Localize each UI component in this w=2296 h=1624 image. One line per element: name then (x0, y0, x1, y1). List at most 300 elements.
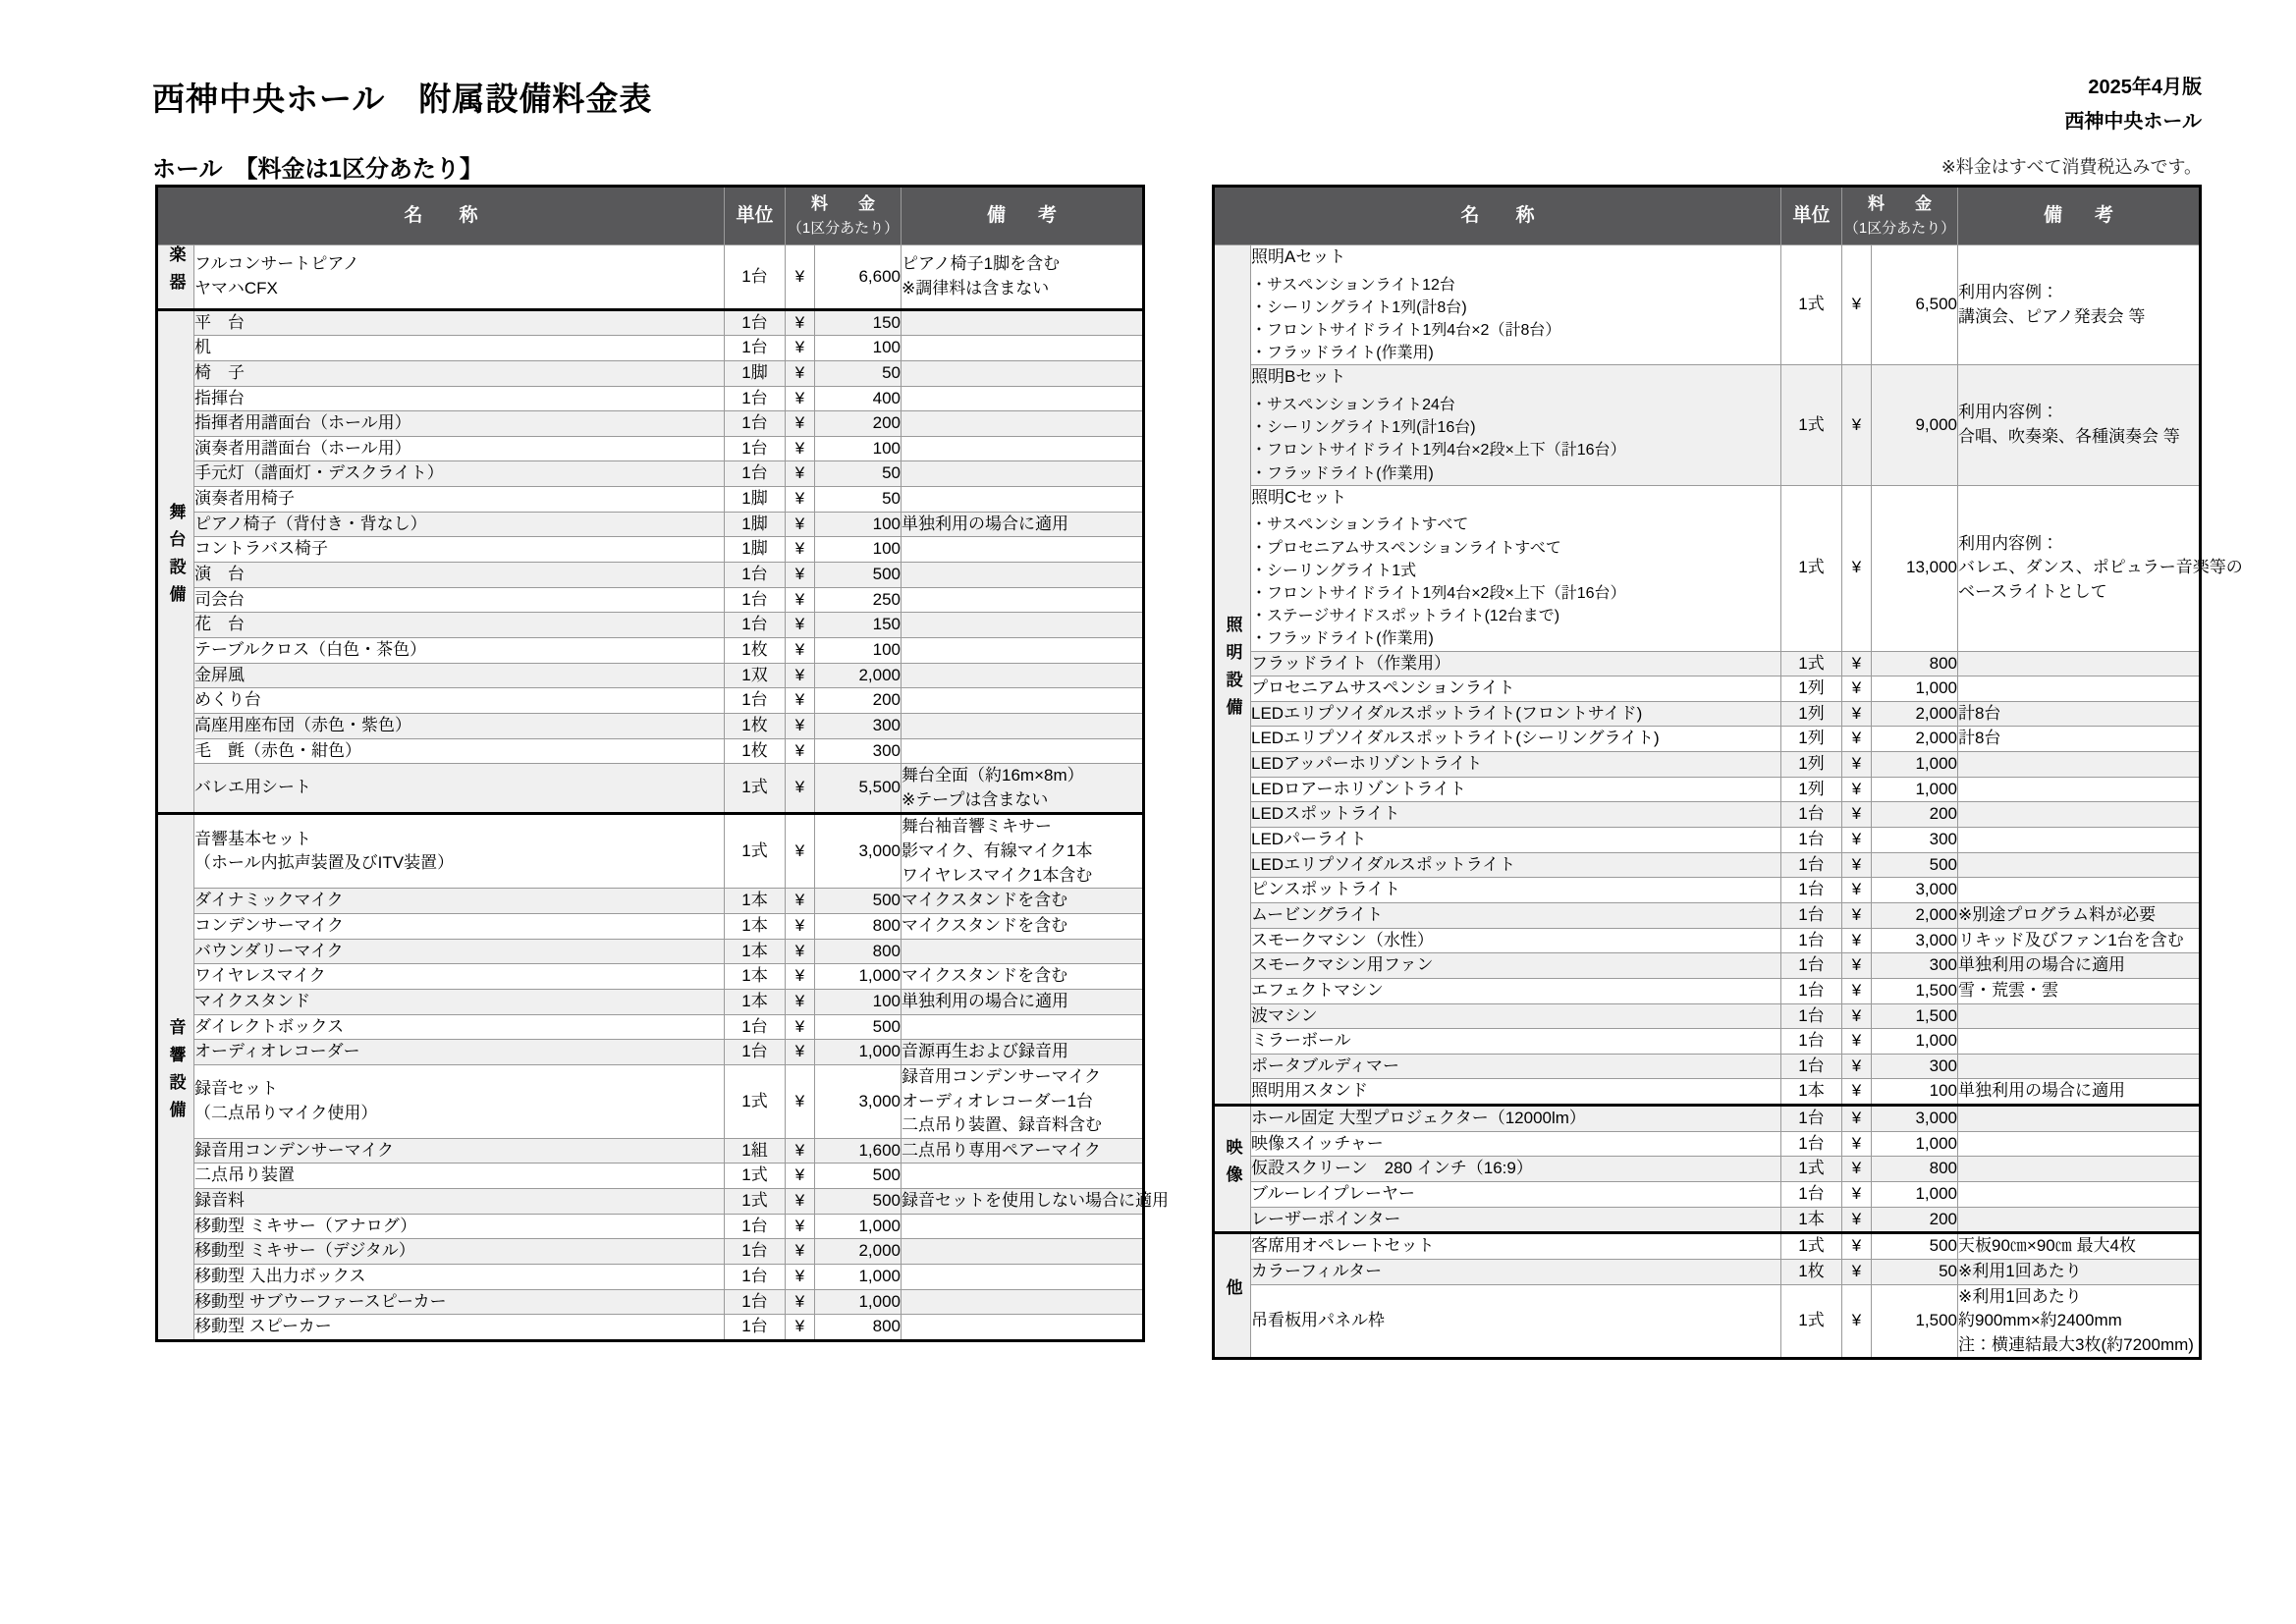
item-fee: 1,000 (1872, 677, 1958, 702)
item-unit: 1本 (1781, 1079, 1842, 1106)
item-note: 舞台全面（約16m×8m） ※テープは含まない (902, 764, 1144, 814)
table-row (157, 1214, 1144, 1239)
item-name: LEDエリプソイダルスポットライト(シーリングライト) (1251, 727, 1781, 752)
item-name: 机 (194, 336, 725, 361)
yen-symbol: ¥ (786, 587, 815, 613)
item-fee: 200 (815, 411, 902, 437)
table-row (1214, 828, 2201, 853)
item-note: ※別途プログラム料が必要 (1958, 902, 2201, 928)
yen-symbol: ¥ (1842, 651, 1872, 677)
item-note (1958, 1131, 2201, 1157)
yen-symbol: ¥ (1842, 485, 1872, 651)
yen-symbol: ¥ (1842, 1131, 1872, 1157)
item-fee: 100 (815, 512, 902, 537)
yen-symbol: ¥ (786, 1064, 815, 1138)
table-row (1214, 852, 2201, 878)
yen-symbol: ¥ (1842, 828, 1872, 853)
yen-symbol: ¥ (786, 360, 815, 386)
table-row (157, 537, 1144, 563)
item-fee: 1,500 (1872, 978, 1958, 1003)
item-note: ※利用1回あたり 約900mm×約2400mm 注：横連結最大3枚(約7200mm) (1958, 1284, 2201, 1359)
col-header-fee-main: 料 金 (811, 194, 883, 214)
table-row (157, 688, 1144, 714)
item-unit: 1台 (725, 563, 786, 588)
item-unit: 1式 (1781, 1233, 1842, 1260)
left-price-table (155, 185, 1170, 1342)
item-note (902, 360, 1144, 386)
item-unit: 1台 (1781, 1029, 1842, 1055)
item-unit: 1式 (725, 1064, 786, 1138)
item-unit: 1枚 (725, 637, 786, 663)
yen-symbol: ¥ (1842, 1106, 1872, 1132)
item-unit: 1本 (725, 989, 786, 1014)
item-name: 移動型 ミキサー（デジタル） (194, 1239, 725, 1265)
table-row (157, 487, 1144, 513)
item-fee: 150 (815, 613, 902, 638)
table-row (157, 1064, 1144, 1138)
yen-symbol: ¥ (786, 1189, 815, 1215)
item-fee: 500 (815, 1014, 902, 1040)
item-unit: 1脚 (725, 487, 786, 513)
item-fee: 500 (815, 563, 902, 588)
item-fee: 3,000 (1872, 878, 1958, 903)
item-fee: 50 (1872, 1259, 1958, 1284)
item-note (902, 1014, 1144, 1040)
item-unit: 1台 (1781, 1182, 1842, 1208)
table-row (1214, 777, 2201, 802)
item-unit: 1脚 (725, 360, 786, 386)
yen-symbol: ¥ (1842, 1233, 1872, 1260)
item-name: 指揮者用譜面台（ホール用） (194, 411, 725, 437)
yen-symbol: ¥ (786, 939, 815, 964)
item-unit: 1列 (1781, 677, 1842, 702)
table-row (1214, 1259, 2201, 1284)
item-note: 音源再生および録音用 (902, 1040, 1144, 1065)
yen-symbol: ¥ (786, 814, 815, 889)
item-unit: 1双 (725, 663, 786, 688)
table-row (1214, 978, 2201, 1003)
yen-symbol: ¥ (1842, 245, 1872, 365)
item-unit: 1式 (1781, 485, 1842, 651)
item-name: 照明用スタンド (1251, 1079, 1781, 1106)
item-fee: 300 (815, 713, 902, 738)
item-note (902, 537, 1144, 563)
left-table-wrapper (155, 185, 1170, 1342)
item-fee: 2,000 (1872, 701, 1958, 727)
table-row (157, 964, 1144, 990)
table-row (157, 1138, 1144, 1164)
item-fee: 6,600 (815, 245, 902, 310)
col-header-fee-main: 料 金 (1868, 194, 1940, 214)
item-fee: 200 (1872, 1207, 1958, 1233)
table-row (1214, 1106, 2201, 1132)
item-name: 照明Cセット ・サスペンションライトすべて ・プロセニアムサスペンションライトすべて ・シーリングライト1式 ・フロントサイドライト1列4台×2段×上下（計16台） ・ステージサイドスポットライト(12台まで) ・フラッドライト(作業用) (1251, 485, 1781, 651)
item-fee: 1,500 (1872, 1284, 1958, 1359)
item-fee: 3,000 (1872, 928, 1958, 953)
item-unit: 1台 (725, 336, 786, 361)
yen-symbol: ¥ (786, 411, 815, 437)
table-row (1214, 1131, 2201, 1157)
item-note (902, 738, 1144, 764)
table-row (157, 563, 1144, 588)
item-note: マイクスタンドを含む (902, 964, 1144, 990)
item-unit: 1式 (1781, 1284, 1842, 1359)
table-row (157, 336, 1144, 361)
item-fee: 50 (815, 487, 902, 513)
item-name: ダイナミックマイク (194, 889, 725, 914)
table-row (157, 939, 1144, 964)
category-label: 照明設備 (1214, 245, 1251, 1106)
item-note (902, 309, 1144, 336)
item-fee: 100 (1872, 1079, 1958, 1106)
col-header-unit: 単位 (1781, 187, 1842, 245)
item-note: 利用内容例： バレエ、ダンス、ポピュラー音楽等の ベースライトとして (1958, 485, 2201, 651)
category-label: 映像 (1214, 1106, 1251, 1233)
item-note: 単独利用の場合に適用 (1958, 1079, 2201, 1106)
yen-symbol: ¥ (1842, 852, 1872, 878)
col-header-fee-sub: （1区分あたり） (787, 219, 900, 237)
item-unit: 1式 (1781, 245, 1842, 365)
item-unit: 1本 (725, 914, 786, 940)
yen-symbol: ¥ (1842, 1157, 1872, 1182)
item-name: スモークマシン（水性） (1251, 928, 1781, 953)
item-fee: 2,000 (815, 1239, 902, 1265)
item-name: 録音料 (194, 1189, 725, 1215)
item-note (902, 1264, 1144, 1289)
yen-symbol: ¥ (786, 1214, 815, 1239)
yen-symbol: ¥ (786, 1239, 815, 1265)
item-name: 移動型 サブウーファースピーカー (194, 1289, 725, 1315)
item-name: スモークマシン用ファン (1251, 953, 1781, 979)
table-row (157, 814, 1144, 889)
item-note (1958, 1106, 2201, 1132)
item-unit: 1台 (1781, 953, 1842, 979)
table-row (1214, 752, 2201, 778)
table-row (1214, 1003, 2201, 1029)
table-row (157, 1289, 1144, 1315)
item-fee: 800 (1872, 651, 1958, 677)
category-label: 舞台設備 (157, 309, 194, 814)
item-unit: 1本 (725, 889, 786, 914)
yen-symbol: ¥ (1842, 1029, 1872, 1055)
item-fee: 1,000 (815, 1214, 902, 1239)
item-unit: 1台 (725, 1214, 786, 1239)
table-row (1214, 677, 2201, 702)
table-row (1214, 1029, 2201, 1055)
item-unit: 1脚 (725, 537, 786, 563)
yen-symbol: ¥ (1842, 878, 1872, 903)
item-unit: 1台 (725, 613, 786, 638)
yen-symbol: ¥ (786, 989, 815, 1014)
col-header-name: 名 称 (157, 187, 725, 245)
item-name: 高座用座布団（赤色・紫色） (194, 713, 725, 738)
yen-symbol: ¥ (786, 1289, 815, 1315)
yen-symbol: ¥ (786, 245, 815, 310)
item-fee: 1,000 (815, 1289, 902, 1315)
item-fee: 2,000 (815, 663, 902, 688)
header-row (157, 187, 1144, 245)
yen-symbol: ¥ (1842, 902, 1872, 928)
table-row (157, 613, 1144, 638)
item-unit: 1式 (725, 814, 786, 889)
item-note: 二点吊り専用ペアーマイク (902, 1138, 1144, 1164)
item-fee: 100 (815, 989, 902, 1014)
item-fee: 500 (815, 1189, 902, 1215)
item-unit: 1台 (725, 1264, 786, 1289)
right-price-table (1212, 185, 2243, 1360)
page-title: 西神中央ホール 附属設備料金表 (152, 81, 653, 117)
col-header-note: 備 考 (902, 187, 1144, 245)
yen-symbol: ¥ (786, 563, 815, 588)
yen-symbol: ¥ (786, 764, 815, 814)
item-unit: 1台 (1781, 802, 1842, 828)
item-note (1958, 1157, 2201, 1182)
left-table-body (157, 245, 1170, 1341)
item-fee: 1,000 (815, 964, 902, 990)
table-row (1214, 878, 2201, 903)
item-unit: 1台 (1781, 978, 1842, 1003)
item-note: 利用内容例： 合唱、吹奏楽、各種演奏会 等 (1958, 365, 2201, 485)
yen-symbol: ¥ (1842, 802, 1872, 828)
item-note (1958, 852, 2201, 878)
table-row (157, 461, 1144, 487)
item-fee: 9,000 (1872, 365, 1958, 485)
item-name: ダイレクトボックス (194, 1014, 725, 1040)
item-name: 録音セット （二点吊りマイク使用） (194, 1064, 725, 1138)
yen-symbol: ¥ (786, 688, 815, 714)
item-unit: 1台 (725, 309, 786, 336)
item-fee: 50 (815, 360, 902, 386)
item-fee: 500 (815, 889, 902, 914)
item-unit: 1台 (725, 1239, 786, 1265)
item-name: プロセニアムサスペンションライト (1251, 677, 1781, 702)
item-name: LEDエリプソイダルスポットライト (1251, 852, 1781, 878)
item-note: ※利用1回あたり (1958, 1259, 2201, 1284)
item-unit: 1組 (725, 1138, 786, 1164)
item-fee: 300 (815, 738, 902, 764)
yen-symbol: ¥ (1842, 701, 1872, 727)
item-name: 録音用コンデンサーマイク (194, 1138, 725, 1164)
table-row (157, 1189, 1144, 1215)
item-note (1958, 1003, 2201, 1029)
yen-symbol: ¥ (786, 309, 815, 336)
item-note (902, 436, 1144, 461)
item-fee: 1,000 (1872, 1131, 1958, 1157)
item-name: LEDエリプソイダルスポットライト(フロントサイド) (1251, 701, 1781, 727)
item-note (902, 587, 1144, 613)
item-fee: 800 (1872, 1157, 1958, 1182)
table-row (157, 1040, 1144, 1065)
item-name: カラーフィルター (1251, 1259, 1781, 1284)
table-row (1214, 485, 2201, 651)
item-unit: 1台 (725, 1040, 786, 1065)
item-name: 手元灯（譜面灯・デスクライト） (194, 461, 725, 487)
table-row (1214, 727, 2201, 752)
item-note (902, 1214, 1144, 1239)
item-fee: 5,500 (815, 764, 902, 814)
item-note (902, 1315, 1144, 1341)
item-name: ポータブルディマー (1251, 1054, 1781, 1079)
item-note (1958, 828, 2201, 853)
item-name: マイクスタンド (194, 989, 725, 1014)
item-fee: 800 (815, 939, 902, 964)
item-name: 演奏者用譜面台（ホール用） (194, 436, 725, 461)
tax-note: ※料金はすべて消費税込みです。 (1941, 157, 2202, 177)
yen-symbol: ¥ (1842, 1207, 1872, 1233)
category-label: 楽器 (157, 245, 194, 310)
item-note (902, 411, 1144, 437)
category-label: 他 (1214, 1233, 1251, 1359)
yen-symbol: ¥ (786, 637, 815, 663)
item-note (1958, 802, 2201, 828)
item-name: コンデンサーマイク (194, 914, 725, 940)
item-name: 音響基本セット （ホール内拡声装置及びITV装置） (194, 814, 725, 889)
revision-block (2064, 71, 2202, 139)
item-note (1958, 651, 2201, 677)
yen-symbol: ¥ (786, 537, 815, 563)
yen-symbol: ¥ (1842, 978, 1872, 1003)
item-fee: 400 (815, 386, 902, 411)
yen-symbol: ¥ (786, 436, 815, 461)
table-row (157, 764, 1144, 814)
item-name: 仮設スクリーン 280 インチ（16:9） (1251, 1157, 1781, 1182)
item-note: マイクスタンドを含む (902, 889, 1144, 914)
item-unit: 1式 (725, 1189, 786, 1215)
yen-symbol: ¥ (786, 1138, 815, 1164)
item-unit: 1台 (725, 436, 786, 461)
item-name: 花 台 (194, 613, 725, 638)
right-table-head (1214, 187, 2201, 245)
col-header-note: 備 考 (1958, 187, 2201, 245)
item-unit: 1台 (725, 688, 786, 714)
item-fee: 800 (815, 914, 902, 940)
right-table-wrapper (1212, 185, 2243, 1360)
revision-date: 2025年4月版 (2088, 77, 2202, 98)
yen-symbol: ¥ (1842, 953, 1872, 979)
item-name: 移動型 ミキサー（アナログ） (194, 1214, 725, 1239)
table-row (1214, 1157, 2201, 1182)
item-fee: 1,600 (815, 1138, 902, 1164)
table-row (157, 512, 1144, 537)
yen-symbol: ¥ (1842, 365, 1872, 485)
item-unit: 1台 (1781, 1054, 1842, 1079)
item-note (902, 563, 1144, 588)
item-note (902, 1164, 1144, 1189)
item-unit: 1列 (1781, 752, 1842, 778)
table-row (157, 360, 1144, 386)
yen-symbol: ¥ (1842, 1259, 1872, 1284)
item-unit: 1台 (725, 411, 786, 437)
item-unit: 1台 (1781, 928, 1842, 953)
item-unit: 1式 (1781, 651, 1842, 677)
item-name: バウンダリーマイク (194, 939, 725, 964)
item-name: 映像スイッチャー (1251, 1131, 1781, 1157)
item-note: 単独利用の場合に適用 (902, 989, 1144, 1014)
item-note (902, 386, 1144, 411)
table-row (157, 889, 1144, 914)
item-fee: 800 (815, 1315, 902, 1341)
item-name: オーディオレコーダー (194, 1040, 725, 1065)
item-note (902, 939, 1144, 964)
item-fee: 1,000 (815, 1040, 902, 1065)
item-unit: 1枚 (1781, 1259, 1842, 1284)
yen-symbol: ¥ (786, 1264, 815, 1289)
item-note (1958, 878, 2201, 903)
table-row (157, 245, 1144, 310)
item-note (902, 461, 1144, 487)
item-name: ミラーボール (1251, 1029, 1781, 1055)
item-name: 吊看板用パネル枠 (1251, 1284, 1781, 1359)
item-unit: 1式 (725, 1164, 786, 1189)
item-name: ワイヤレスマイク (194, 964, 725, 990)
item-fee: 50 (815, 461, 902, 487)
yen-symbol: ¥ (786, 663, 815, 688)
item-fee: 3,000 (815, 1064, 902, 1138)
item-name: バレエ用シート (194, 764, 725, 814)
yen-symbol: ¥ (786, 738, 815, 764)
item-fee: 500 (1872, 1233, 1958, 1260)
item-fee: 3,000 (1872, 1106, 1958, 1132)
item-fee: 200 (815, 688, 902, 714)
table-row (157, 663, 1144, 688)
item-note: 計8台 (1958, 727, 2201, 752)
item-fee: 1,000 (1872, 777, 1958, 802)
item-fee: 13,000 (1872, 485, 1958, 651)
item-fee: 300 (1872, 953, 1958, 979)
col-header-fee (1842, 187, 1958, 245)
item-unit: 1台 (725, 1289, 786, 1315)
yen-symbol: ¥ (1842, 1182, 1872, 1208)
item-name: 移動型 入出力ボックス (194, 1264, 725, 1289)
item-unit: 1本 (725, 964, 786, 990)
item-note: 雪・荒雲・雲 (1958, 978, 2201, 1003)
item-unit: 1台 (1781, 1003, 1842, 1029)
item-name: 演 台 (194, 563, 725, 588)
item-fee: 300 (1872, 828, 1958, 853)
yen-symbol: ¥ (1842, 677, 1872, 702)
item-fee: 100 (815, 637, 902, 663)
item-fee: 500 (1872, 852, 1958, 878)
item-unit: 1本 (1781, 1207, 1842, 1233)
yen-symbol: ¥ (786, 889, 815, 914)
item-fee: 1,000 (815, 1264, 902, 1289)
item-name: 椅 子 (194, 360, 725, 386)
item-note (902, 613, 1144, 638)
yen-symbol: ¥ (786, 1014, 815, 1040)
yen-symbol: ¥ (1842, 1054, 1872, 1079)
item-name: 客席用オペレートセット (1251, 1233, 1781, 1260)
item-note (902, 1289, 1144, 1315)
item-note (1958, 1054, 2201, 1079)
yen-symbol: ¥ (786, 487, 815, 513)
col-header-unit: 単位 (725, 187, 786, 245)
item-name: レーザーポインター (1251, 1207, 1781, 1233)
item-fee: 500 (815, 1164, 902, 1189)
table-row (157, 713, 1144, 738)
item-note: 計8台 (1958, 701, 2201, 727)
header-row (1214, 187, 2201, 245)
table-row (1214, 902, 2201, 928)
venue-name: 西神中央ホール (2064, 111, 2202, 133)
table-row (1214, 928, 2201, 953)
item-name: 平 台 (194, 309, 725, 336)
item-note (1958, 1029, 2201, 1055)
table-row (157, 914, 1144, 940)
item-name: LEDロアーホリゾントライト (1251, 777, 1781, 802)
right-table-body (1214, 245, 2243, 1359)
item-name: エフェクトマシン (1251, 978, 1781, 1003)
item-name: 演奏者用椅子 (194, 487, 725, 513)
